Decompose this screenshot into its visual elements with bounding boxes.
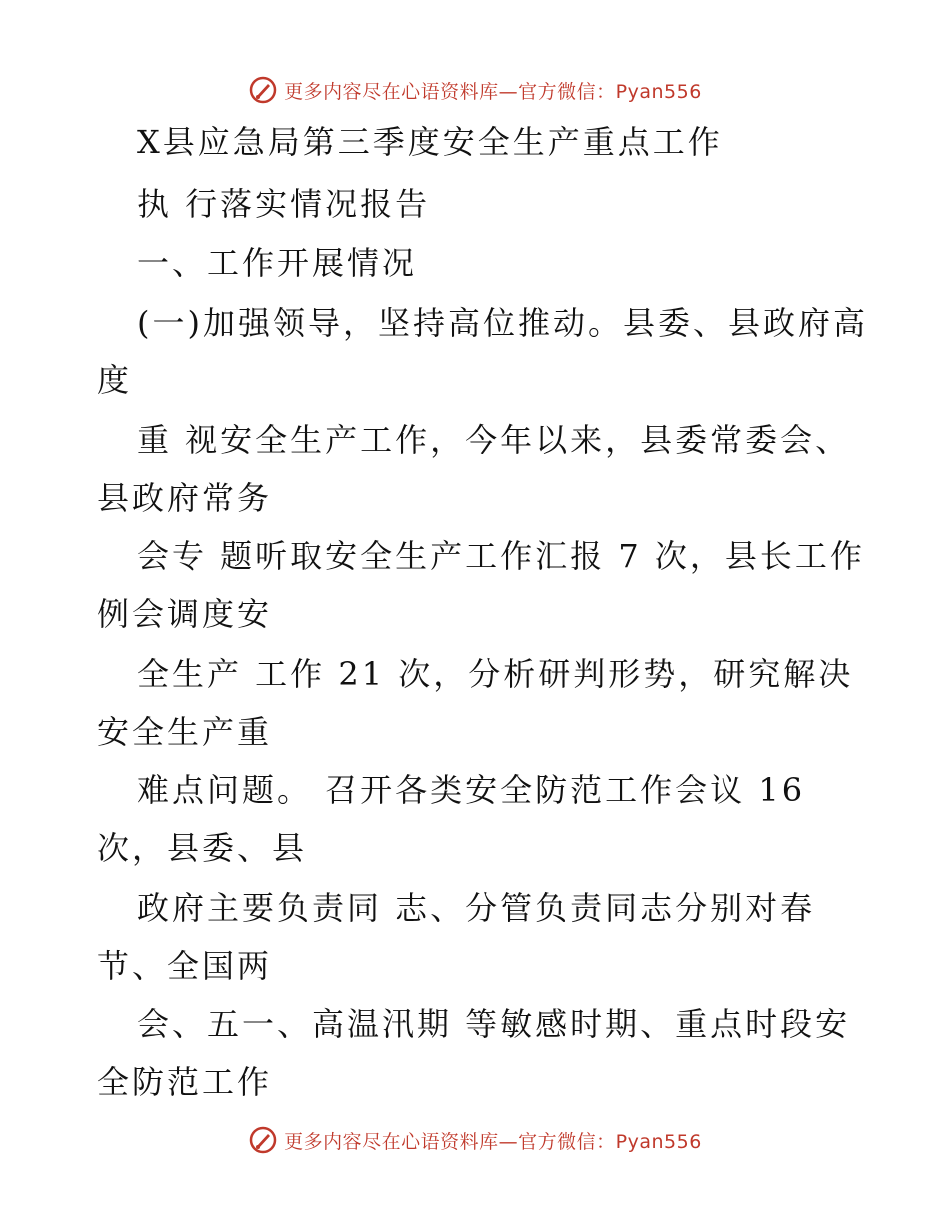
paragraph-line: 节、全国两 <box>97 947 273 985</box>
paragraph-line: 重 视安全生产工作，今年以来，县委常委会、 <box>137 421 851 459</box>
paragraph-line: 安全生产重 <box>97 713 273 751</box>
paragraph-line: (一)加强领导，坚持高位推动。县委、县政府高 <box>137 304 868 342</box>
watermark-text: 更多内容尽在心语资料库—官方微信：Pyan556 <box>284 1130 702 1153</box>
quill-seal-icon <box>248 1125 278 1155</box>
quill-seal-icon <box>248 75 278 105</box>
paragraph-line: 难点问题。 召开各类安全防范工作会议 16 <box>137 771 806 809</box>
watermark-text: 更多内容尽在心语资料库—官方微信：Pyan556 <box>284 80 702 103</box>
paragraph-line: 度 <box>97 361 133 399</box>
paragraph-line: 县政府常务 <box>97 479 273 517</box>
footer-watermark <box>0 1122 950 1158</box>
paragraph-line: 例会调度安 <box>97 595 273 633</box>
header-watermark <box>0 72 950 108</box>
paragraph-line: 次，县委、县 <box>97 829 308 867</box>
paragraph-line: 政府主要负责同 志、分管负责同志分别对春 <box>137 889 816 927</box>
document-title-line-1: X县应急局第三季度安全生产重点工作 <box>137 123 723 161</box>
document-title-line-2: 执 行落实情况报告 <box>137 185 431 223</box>
paragraph-line: 全防范工作 <box>97 1063 273 1101</box>
paragraph-line: 会、五一、高温汛期 等敏感时期、重点时段安 <box>137 1005 851 1043</box>
section-heading: 一、工作开展情况 <box>137 244 418 282</box>
paragraph-line: 全生产 工作 21 次，分析研判形势，研究解决 <box>137 655 854 693</box>
paragraph-line: 会专 题听取安全生产工作汇报 7 次，县长工作 <box>137 537 865 575</box>
